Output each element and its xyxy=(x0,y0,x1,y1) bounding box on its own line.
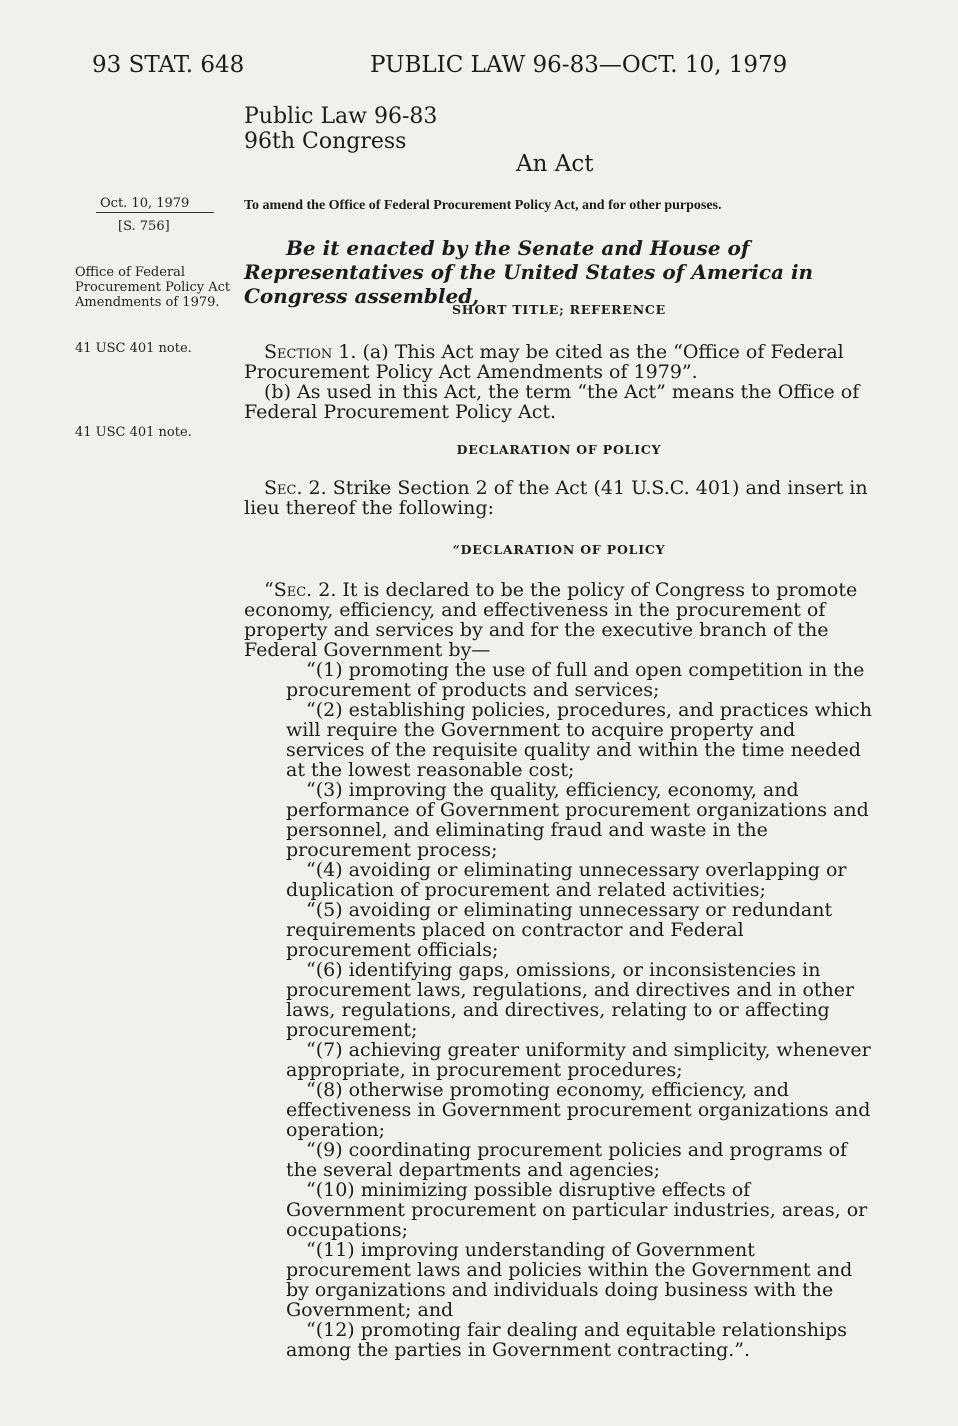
policy-item: “(4) avoiding or eliminating unnecessary overlapping or duplication of procurement and related activities; xyxy=(286,859,847,901)
policy-item-list xyxy=(244,660,874,1360)
enacting-clause: Be it enacted by the Senate and House of Representatives of the United States of America in Congress assembled, xyxy=(244,236,814,308)
quoted-section-2-label: “Sec. xyxy=(264,579,313,601)
date-rule xyxy=(96,212,214,213)
declaration-heading: DECLARATION OF POLICY xyxy=(456,442,662,457)
section-1a-text: 1. (a) This Act may be cited as the “Office of Federal Procurement Policy Act Amendments of 1979”. xyxy=(244,341,844,383)
quoted-section-2-text: 2. It is declared to be the policy of Congress to promote economy, efficiency, and effectiveness in the procurement of property and services by and for the executive branch of the Federal Government by— xyxy=(244,579,858,661)
policy-item: “(9) coordinating procurement policies and programs of the several departments and agencies; xyxy=(286,1139,848,1181)
bill-number: [S. 756] xyxy=(118,219,170,234)
policy-item: “(12) promoting fair dealing and equitable relationships among the parties in Government contracting.”. xyxy=(286,1319,847,1361)
an-act-heading: An Act xyxy=(516,151,594,177)
policy-item: “(2) establishing policies, procedures, and practices which will require the Government to acquire property and services of the requisite quality and within the time needed at the lowest reasonable cost; xyxy=(286,699,872,781)
section-2-text: 2. Strike Section 2 of the Act (41 U.S.C. 401) and insert in lieu thereof the following: xyxy=(244,477,868,519)
section-2-label: Sec. xyxy=(264,477,303,499)
quoted-declaration-heading: “DECLARATION OF POLICY xyxy=(452,542,666,557)
policy-item: “(7) achieving greater uniformity and simplicity, whenever appropriate, in procurement procedures; xyxy=(286,1039,871,1081)
section-1b: (b) As used in this Act, the term “the Act” means the Office of Federal Procurement Policy Act. xyxy=(244,381,860,423)
section-1-label: Section xyxy=(264,341,333,363)
policy-item: “(6) identifying gaps, omissions, or inconsistencies in procurement laws, regulations, and directives and in other laws, regulations, and directives, relating to or affecting procurement; xyxy=(286,959,855,1041)
sidebar-date xyxy=(100,196,189,211)
running-header xyxy=(0,52,958,92)
policy-item: “(3) improving the quality, efficiency, economy, and performance of Government procurement organizations and personnel, and eliminating fraud and waste in the procurement process; xyxy=(286,779,869,861)
section-2 xyxy=(244,478,874,518)
public-law-number: Public Law 96-83 xyxy=(244,104,438,129)
quoted-section-2 xyxy=(244,580,874,660)
main-body xyxy=(244,300,874,1360)
act-purpose: To amend the Office of Federal Procurement Policy Act, and for other purposes. xyxy=(244,198,722,213)
policy-item: “(11) improving understanding of Government procurement laws and policies within the Government and by organizations and individuals doing business with the Government; and xyxy=(286,1239,853,1321)
sidebar-note-usc-2: 41 USC 401 note. xyxy=(75,425,192,440)
policy-item: “(1) promoting the use of full and open competition in the procurement of products and services; xyxy=(286,659,865,701)
policy-item: “(5) avoiding or eliminating unnecessary or redundant requirements placed on contractor and Federal procurement officials; xyxy=(286,899,833,961)
enactment-date: Oct. 10, 1979 xyxy=(100,196,190,211)
congress-number: 96th Congress xyxy=(244,129,407,154)
law-citation: PUBLIC LAW 96-83—OCT. 10, 1979 xyxy=(370,52,788,78)
section-1a xyxy=(244,342,874,382)
policy-item: “(10) minimizing possible disruptive effects of Government procurement on particular industries, areas, or occupations; xyxy=(286,1179,868,1241)
short-title-heading: SHORT TITLE; REFERENCE xyxy=(451,302,667,317)
page-citation: 93 STAT. 648 xyxy=(92,52,245,78)
public-law-title xyxy=(244,104,437,154)
sidebar-note-short-title: Office of Federal Procurement Policy Act Amendments of 1979. xyxy=(75,265,231,310)
sidebar-note-usc-1: 41 USC 401 note. xyxy=(75,341,192,356)
policy-item: “(8) otherwise promoting economy, efficiency, and effectiveness in Government procurement organizations and operation; xyxy=(286,1079,871,1141)
